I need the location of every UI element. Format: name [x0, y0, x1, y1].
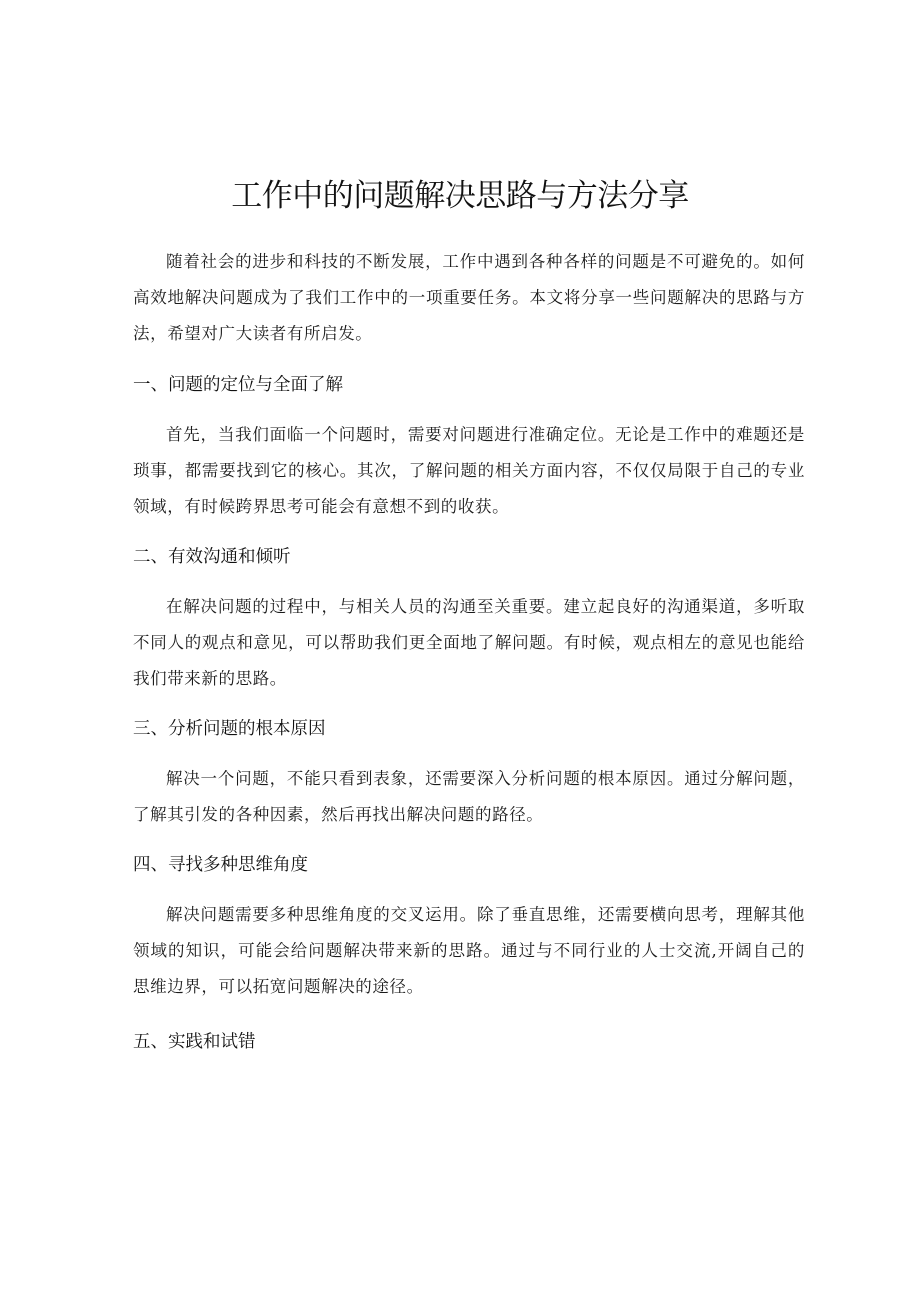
section-heading-1: 一、问题的定位与全面了解: [133, 375, 343, 395]
document-title: 工作中的问题解决思路与方法分享: [231, 178, 689, 214]
section-body-1: 首先，当我们面临一个问题时，需要对问题进行准确定位。无论是工作中的难题还是琐事，都需要找到它的核心。其次，了解问题的相关方面内容，不仅仅局限于自己的专业领域，有时候跨界思考可能会有意想不到的收获。: [133, 425, 805, 516]
section-body-4: 解决问题需要多种思维角度的交叉运用。除了垂直思维，还需要横向思考，理解其他领域的知识，可能会给问题解决带来新的思路。通过与不同行业的人士交流,开阔自己的思维边界，可以拓宽问题解决的途径。: [133, 905, 805, 996]
section-heading-5: 五、实践和试错: [133, 1032, 256, 1052]
intro-paragraph: 随着社会的进步和科技的不断发展，工作中遇到各种各样的问题是不可避免的。如何高效地解决问题成为了我们工作中的一项重要任务。本文将分享一些问题解决的思路与方法，希望对广大读者有所启发。: [133, 252, 805, 343]
section-heading-2: 二、有效沟通和倾听: [133, 547, 291, 567]
section-heading-4: 四、寻找多种思维角度: [133, 855, 308, 875]
section-body-3: 解决一个问题，不能只看到表象，还需要深入分析问题的根本原因。通过分解问题，了解其引发的各种因素，然后再找出解决问题的路径。: [133, 769, 805, 824]
section-body-2: 在解决问题的过程中，与相关人员的沟通至关重要。建立起良好的沟通渠道，多听取不同人的观点和意见，可以帮助我们更全面地了解问题。有时候，观点相左的意见也能给我们带来新的思路。: [133, 597, 805, 688]
section-heading-3: 三、分析问题的根本原因: [133, 719, 326, 739]
